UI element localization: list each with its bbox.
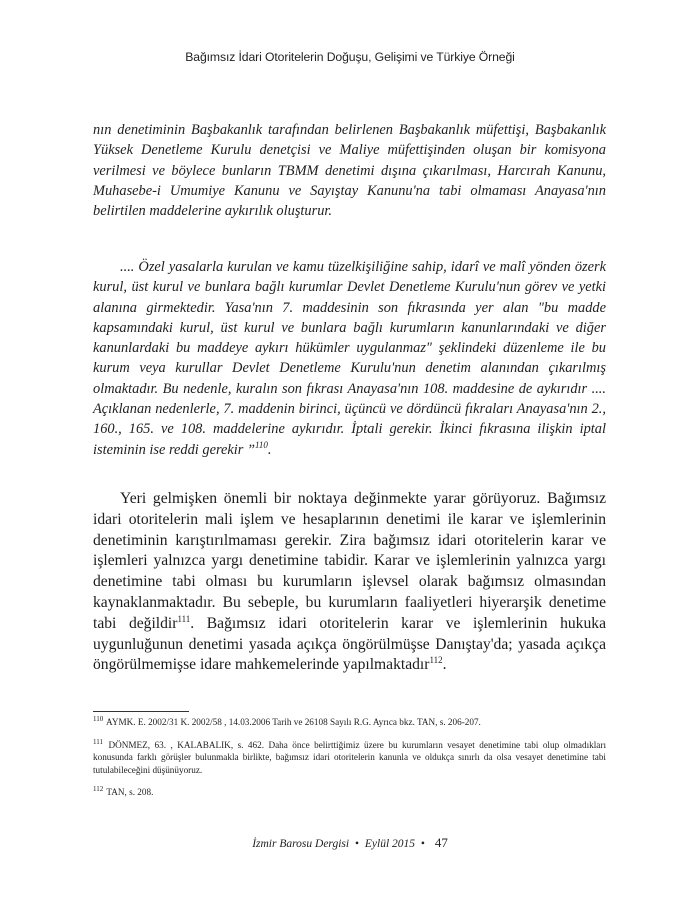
page-number: 47 xyxy=(434,835,448,850)
footnote-number: 111 xyxy=(93,737,103,746)
footnote-ref-110[interactable]: 110 xyxy=(255,439,268,450)
quote-continuation xyxy=(93,120,606,221)
body-text-part-2: . Bağımsız idari otoritelerin karar ve işlemlerinin hukuka uygunluğunun denetimi yasada açıkça öngörülmüşse Danıştay'da; yasada açıkça öngörülmemişse idare mahkemelerinde yapılmaktadır xyxy=(93,614,606,674)
quote-block xyxy=(93,257,606,460)
footnote-number: 112 xyxy=(93,785,104,794)
bullet-separator: • xyxy=(420,838,425,850)
footnote-divider xyxy=(93,711,189,712)
footnote-110 xyxy=(93,716,606,729)
running-header: Bağımsız İdari Otoritelerin Doğuşu, Gelişimi ve Türkiye Örneği xyxy=(185,50,515,64)
quote-paragraph: nın denetiminin Başbakanlık tarafından belirlenen Başbakanlık müfettişi, Başbakanlık Yüksek Denetleme Kurulu denetçisi ve Maliye müfettişinden oluşan bir komisyona verilmesi ve böylece bunların TBMM denetimi dışına çıkarılması, Harcırah Kanunu, Muhasebe-i Umumiye Kanunu ve Sayıştay Kanunu'na tabi olmaması Anayasa'nın belirtilen maddelerine aykırılık oluşturur. xyxy=(93,122,606,220)
quote-paragraph: .... Özel yasalarla kurulan ve kamu tüzelkişiliğine sahip, idarî ve malî yönden özerk kurul, üst kurul ve bunlara bağlı kurumlar Devlet Denetleme Kurulu'nun görev ve yetki alanına girmektedir. Yasa'nın 7. maddesinin son fıkrasında yer alan "bu madde kapsamındaki kurul, üst kurul ve bunlara bağlı kurumların kanunlarındaki ve diğer kanunlardaki bu maddeye aykırı hükümler uygulanmaz" şeklindeki düzenleme ile bu kurum veya kurullar Devlet Denetleme Kurulu'nun denetim alanından çıkarılmış olmaktadır. Bu nedenle, kuralın son fıkrası Anayasa'nın 108. maddesine de aykırıdır .... Açıklanan nedenlerle, 7. maddenin birinci, üçüncü ve dördüncü fıkraları Anayasa'nın 2., 160., 165. ve 108. maddelerine aykırıdır. İptali gerekir. İkinci fıkrasına ilişkin iptal isteminin ise reddi gerekir ”$^{110}$. xyxy=(93,259,606,458)
footnote-ref-111[interactable]: 111 xyxy=(177,613,191,624)
footnote-text: DÖNMEZ, 63. , KALABALIK, s. 462. Daha önce belirttiğimiz üzere bu kurumların vesayet denetimine tabi olup olmadıkları konusunda farklı görüşler bulunmakla birlikte, bağımsız idari otoritelerin kanunla ve oldukça sınırlı da olsa vesayet denetimine tabi tutulabileceğini düşünüyoruz. xyxy=(93,739,606,775)
body-text-part-3: . xyxy=(442,656,447,674)
footnote-111 xyxy=(93,739,606,777)
bullet-separator: • xyxy=(354,838,359,850)
body-text xyxy=(93,489,606,676)
footnote-text: TAN, s. 208. xyxy=(106,787,154,798)
footnote-number: 110 xyxy=(93,714,104,723)
footnotes xyxy=(93,716,606,809)
journal-name: İzmir Barosu Dergisi xyxy=(252,838,350,850)
issue-date: Eylül 2015 xyxy=(364,838,416,850)
running-footer xyxy=(0,835,700,851)
body-text-part-1: Yeri gelmişken önemli bir noktaya değinmekte yarar görüyoruz. Bağımsız idari otoritelerin mali işlem ve hesaplarının denetimi ile karar ve işlemlerinin denetiminin karıştırılmaması gerekir. Zira bağımsız idari otoritelerin karar ve işlemleri yalnızca yargı denetimine tabidir. Karar ve işlemlerinin yalnızca yargı denetimine tabi olması bu kurumların işlevsel olarak bağımsız olmasından kaynaklanmaktadır. Bu sebeple, bu kurumların faaliyetleri hiyerarşik denetime tabi değildir xyxy=(93,490,606,632)
footnote-112 xyxy=(93,786,606,799)
footnote-ref-112[interactable]: 112 xyxy=(429,655,443,666)
body-paragraph xyxy=(93,489,606,676)
footnote-text: AYMK. E. 2002/31 K. 2002/58 , 14.03.2006 Tarih ve 26108 Sayılı R.G. Ayrıca bkz. TAN, s. 206-207. xyxy=(106,717,481,727)
quote-text: .... Özel yasalarla kurulan ve kamu tüzelkişiliğine sahip, idarî ve malî yönden özerk kurul, üst kurul ve bunlara bağlı kurumlar Devlet Denetleme Kurulu'nun görev ve yetki alanına girmektedir. Yasa'nın 7. maddesinin son fıkrasında yer alan "bu madde kapsamındaki kurul, üst kurul ve bunlara bağlı kurumların kanunlarındaki ve diğer kanunlardaki bu maddeye aykırı hükümler uygulanmaz" şeklindeki düzenleme ile bu kurum veya kurullar Devlet Denetleme Kurulu'nun denetim alanından çıkarılmış olmaktadır. Bu nedenle, kuralın son fıkrası Anayasa'nın 108. maddesine de aykırıdır .... Açıklanan nedenlerle, 7. maddenin birinci, üçüncü ve dördüncü fıkraları Anayasa'nın 2., 160., 165. ve 108. maddelerine aykırıdır. İptali gerekir. İkinci fıkrasına ilişkin iptal isteminin ise reddi gerekir ” xyxy=(93,259,606,458)
